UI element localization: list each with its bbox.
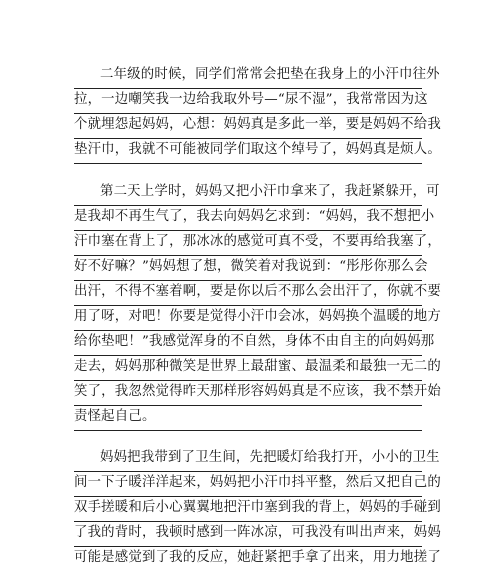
text-line: 间一下子暖洋洋起来，妈妈把小汗巾抖平整，然后又把自己的 <box>74 472 422 497</box>
text-line: 垫汗巾，我就不可能被同学们取这个绰号了，妈妈真是烦人。 <box>74 139 422 164</box>
text-line: 是我却不再生气了，我去向妈妈乞求到：“妈妈，我不想把小 <box>74 206 422 231</box>
text-line: 责怪起自己。 <box>74 406 422 431</box>
text-line: 个就埋怨起妈妈，心想：妈妈真是多此一举，要是妈妈不给我 <box>74 114 422 139</box>
text-line: 走去，妈妈那种微笑是世界上最甜蜜、最温柔和最独一无二的 <box>74 356 422 381</box>
text-line: 笑了，我忽然觉得昨天那样形容妈妈真是不应该，我不禁开始 <box>74 381 422 406</box>
text-line: 了我的背时，我顿时感到一阵冰凉，可我没有叫出声来，妈妈 <box>74 522 422 547</box>
text-line: 好不好嘛？”妈妈想了想，微笑着对我说到：“彤彤你那么会 <box>74 256 422 281</box>
paragraph-3 <box>74 447 441 566</box>
text-line: 拉，一边嘲笑我一边给我取外号—“尿不湿”，我常常因为这 <box>74 89 422 114</box>
text-line: 二年级的时候，同学们常常会把垫在我身上的小汗巾往外 <box>74 64 422 89</box>
text-line: 给你垫吧！”我感觉浑身的不自然，身体不由自主的向妈妈那 <box>74 331 422 356</box>
text-line: 用了呀，对吧！你要是觉得小汗巾会冰，妈妈换个温暖的地方 <box>74 306 422 331</box>
text-line: 妈妈把我带到了卫生间，先把暖灯给我打开，小小的卫生 <box>74 447 422 472</box>
text-line: 出汗，不得不塞着啊，要是你以后不那么会出汗了，你就不要 <box>74 281 422 306</box>
text-line: 第二天上学时，妈妈又把小汗巾拿来了，我赶紧躲开，可 <box>74 181 422 206</box>
text-line: 双手搓暖和后小心翼翼地把汗巾塞到我的背上，妈妈的手碰到 <box>74 497 422 522</box>
text-line: 汗巾塞在背上了，那冰冰的感觉可真不受，不要再给我塞了， <box>74 231 422 256</box>
paragraph-1 <box>74 64 441 164</box>
text-line: 可能是感觉到了我的反应，她赶紧把手拿了出来，用力地搓了 <box>74 547 422 566</box>
paragraph-2 <box>74 181 441 431</box>
